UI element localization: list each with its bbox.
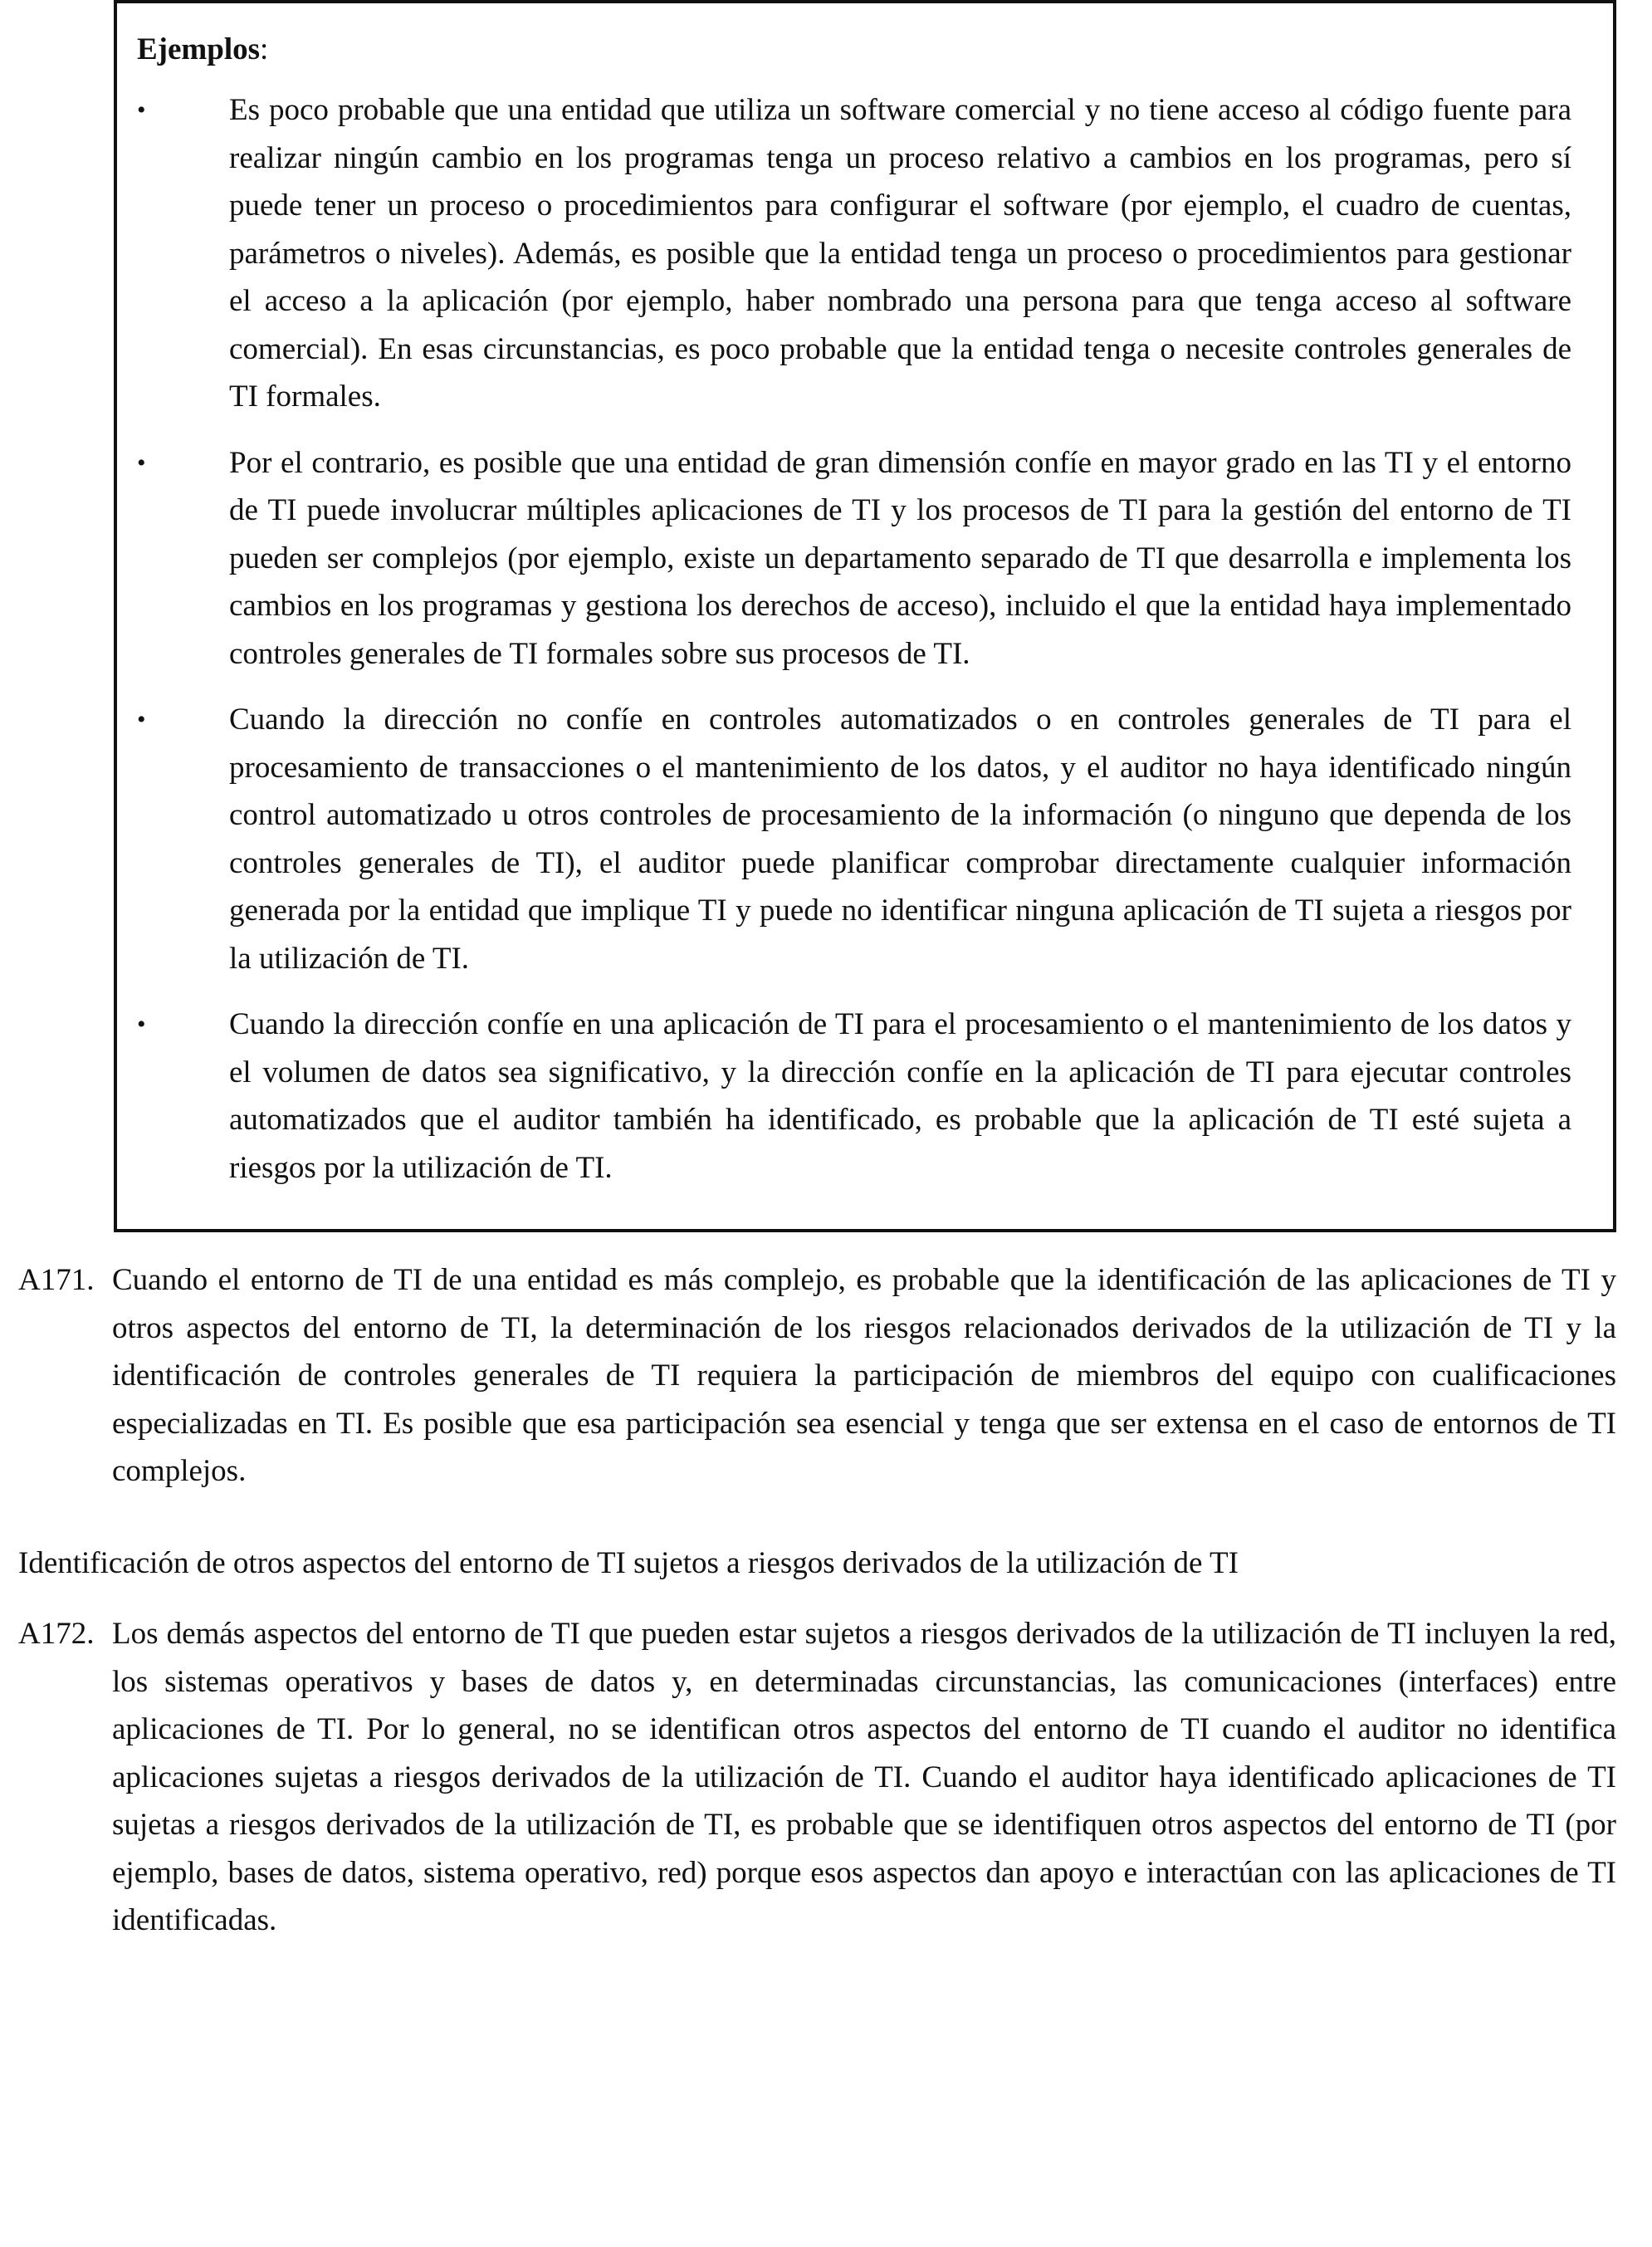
examples-heading-label: Ejemplos — [137, 32, 260, 66]
example-item — [137, 439, 1571, 678]
paragraph-text: Cuando el entorno de TI de una entidad es más complejo, es probable que la identificación de las aplicaciones de TI y otros aspectos del entorno de TI, la determinación de los riesgos relacionados derivados de la utilización de TI y la identificación de controles generales de TI requiera la participación de miembros del equipo con cualificaciones especializadas en TI. Es posible que esa participación sea esencial y tenga que ser extensa en el caso de entornos de TI complejos. — [112, 1263, 1616, 1488]
paragraph-a171 — [18, 1256, 1616, 1496]
example-text: Es poco probable que una entidad que utiliza un software comercial y no tiene acceso al código fuente para realizar ningún cambio en los programas tenga un proceso relativo a cambios en los programas, pero sí puede tener un proceso o procedimientos para configurar el software (por ejemplo, el cuadro de cuentas, parámetros o niveles). Además, es posible que la entidad tenga un proceso o procedimientos para gestionar el acceso a la aplicación (por ejemplo, haber nombrado una persona para que tenga acceso al software comercial). En esas circunstancias, es poco probable que la entidad tenga o necesite controles generales de TI formales. — [229, 93, 1571, 414]
bullet-icon: • — [137, 96, 146, 124]
paragraph-text: Los demás aspectos del entorno de TI que pueden estar sujetos a riesgos derivados de la utilización de TI incluyen la red, los sistemas operativos y bases de datos y, en determinadas circunstancias, las comunicaciones (interfaces) entre aplicaciones de TI. Por lo general, no se identifican otros aspectos del entorno de TI cuando el auditor no identifica aplicaciones sujetas a riesgos derivados de la utilización de TI. Cuando el auditor haya identificado aplicaciones de TI sujetas a riesgos derivados de la utilización de TI, es probable que se identifiquen otros aspectos del entorno de TI (por ejemplo, bases de datos, sistema operativo, red) porque esos aspectos dan apoyo e interactúan con las aplicaciones de TI identificadas. — [112, 1617, 1616, 1937]
example-item — [137, 1001, 1571, 1192]
example-text: Cuando la dirección no confíe en controles automatizados o en controles generales de TI para el procesamiento de transacciones o el mantenimiento de los datos, y el auditor no haya identificado ningún control automatizado u otros controles de procesamiento de la información (o ninguno que dependa de los controles generales de TI), el auditor puede planificar comprobar directamente cualquier información generada por la entidad que implique TI y puede no identificar ninguna aplicación de TI sujeta a riesgos por la utilización de TI. — [229, 702, 1571, 976]
example-item — [137, 696, 1571, 982]
paragraph-a172 — [18, 1610, 1616, 1945]
bullet-icon: • — [137, 706, 146, 733]
examples-heading — [137, 32, 1571, 68]
example-text: Por el contrario, es posible que una entidad de gran dimensión confíe en mayor grado en las TI y el entorno de TI puede involucrar múltiples aplicaciones de TI y los procesos de TI para la gestión del entorno de TI pueden ser complejos (por ejemplo, existe un departamento separado de TI que desarrolla e implementa los cambios en los programas y gestiona los derechos de acceso), incluido el que la entidad haya implementado controles generales de TI formales sobre sus procesos de TI. — [229, 445, 1571, 671]
bullet-icon: • — [137, 448, 146, 477]
example-item — [137, 86, 1571, 421]
bullet-icon: • — [137, 1011, 146, 1038]
paragraph-number: A171. — [18, 1263, 95, 1297]
section-subheading: Identificación de otros aspectos del entorno de TI sujetos a riesgos derivados de la utilización de TI — [18, 1546, 1239, 1580]
example-text: Cuando la dirección confíe en una aplicación de TI para el procesamiento o el mantenimiento de los datos y el volumen de datos sea significativo, y la dirección confíe en la aplicación de TI para ejecutar controles automatizados que el auditor también ha identificado, es probable que la aplicación de TI esté sujeta a riesgos por la utilización de TI. — [229, 1007, 1571, 1185]
examples-heading-colon: : — [260, 32, 269, 66]
paragraph-number: A172. — [18, 1617, 95, 1651]
examples-box — [114, 0, 1616, 1232]
